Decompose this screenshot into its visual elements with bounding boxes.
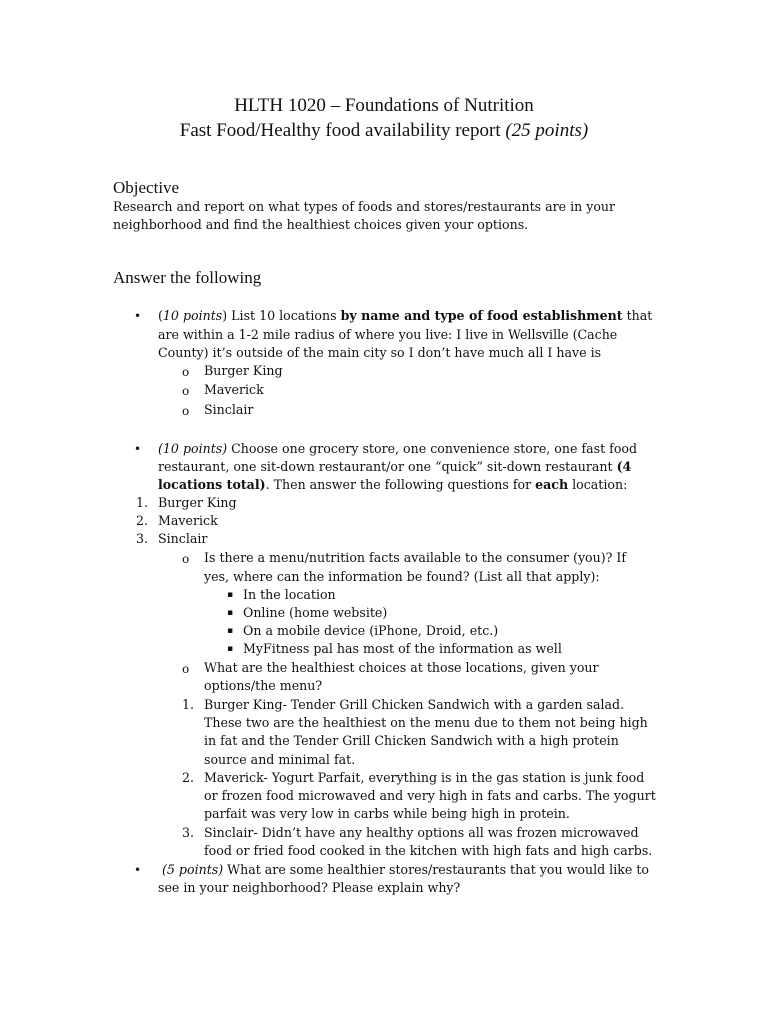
answer-heading: Answer the following — [113, 268, 262, 287]
sub-item: On a mobile device (iPhone, Droid, etc.) — [243, 623, 499, 638]
square-bullet: ▪ — [227, 644, 234, 654]
subq2-line-1: What are the healthiest choices at those locations, given your — [204, 660, 599, 675]
numbered-item: Sinclair — [158, 531, 208, 546]
list-number: 2. — [136, 513, 149, 528]
answer-line: food or fried food cooked in the kitchen with high fats and high carbs. — [204, 843, 653, 858]
q1-line-1: (10 points) List 10 locations by name and type of food establishment that — [158, 308, 653, 323]
q2-line-2: restaurant, one sit-down restaurant/or one “quick” sit-down restaurant (4 — [158, 459, 632, 474]
answer-line: Sinclair- Didn’t have any healthy options all was frozen microwaved — [204, 825, 639, 840]
answer-line: or frozen food microwaved and very high in fats and carbs. The yogurt — [204, 788, 656, 803]
answer-line: These two are the healthiest on the menu due to them not being high — [204, 715, 648, 730]
course-title: HLTH 1020 – Foundations of Nutrition — [234, 95, 534, 116]
subq1-line-1: Is there a menu/nutrition facts available to the consumer (you)? If — [204, 550, 627, 565]
list-item: Maverick — [204, 382, 264, 397]
answer-line: Maverick- Yogurt Parfait, everything is in the gas station is junk food — [204, 770, 645, 785]
bullet-q1: • — [134, 309, 142, 323]
subq2-line-2: options/the menu? — [204, 678, 323, 693]
q1-line-3: County) it’s outside of the main city so I don’t have much all I have is — [158, 345, 602, 360]
list-item: Sinclair — [204, 402, 254, 417]
sub-item: Online (home website) — [243, 605, 388, 620]
answer-line: Burger King- Tender Grill Chicken Sandwich with a garden salad. — [204, 697, 625, 712]
sub-item: MyFitness pal has most of the information as well — [243, 641, 562, 656]
square-bullet: ▪ — [227, 608, 234, 618]
objective-line-1: Research and report on what types of foods and stores/restaurants are in your — [113, 199, 616, 214]
objective-heading: Objective — [113, 178, 180, 197]
list-number: 1. — [136, 495, 149, 510]
q3-line-1: (5 points) What are some healthier stores/restaurants that you would like to — [162, 862, 649, 877]
list-number: 3. — [136, 531, 149, 546]
q3-line-2: see in your neighborhood? Please explain why? — [158, 880, 461, 895]
answer-line: in fat and the Tender Grill Chicken Sandwich with a high protein — [204, 733, 619, 748]
circle-bullet: o — [182, 384, 190, 398]
report-title: Fast Food/Healthy food availability report (25 points) — [179, 120, 589, 141]
answer-number: 2. — [182, 770, 195, 785]
answer-line: source and minimal fat. — [204, 752, 356, 767]
list-item: Burger King — [204, 363, 283, 378]
q2-line-1: (10 points) Choose one grocery store, one convenience store, one fast food — [158, 441, 638, 456]
q2-line-3: locations total). Then answer the following questions for each location: — [158, 477, 628, 492]
square-bullet: ▪ — [227, 626, 234, 636]
answer-number: 3. — [182, 825, 195, 840]
circle-bullet: o — [182, 552, 190, 566]
sub-item: In the location — [243, 587, 336, 602]
bullet-q2: • — [134, 442, 142, 456]
bullet-q3: • — [134, 863, 142, 877]
objective-line-2: neighborhood and find the healthiest choices given your options. — [113, 217, 529, 232]
q1-line-2: are within a 1-2 mile radius of where you live: I live in Wellsville (Cache — [158, 327, 618, 342]
circle-bullet: o — [182, 662, 190, 676]
circle-bullet: o — [182, 365, 190, 379]
circle-bullet: o — [182, 404, 190, 418]
answer-number: 1. — [182, 697, 195, 712]
answer-line: parfait was very low in carbs while being high in protein. — [204, 806, 570, 821]
numbered-item: Maverick — [158, 513, 218, 528]
subq1-line-2: yes, where can the information be found? (List all that apply): — [204, 569, 600, 584]
square-bullet: ▪ — [227, 590, 234, 600]
numbered-item: Burger King — [158, 495, 237, 510]
